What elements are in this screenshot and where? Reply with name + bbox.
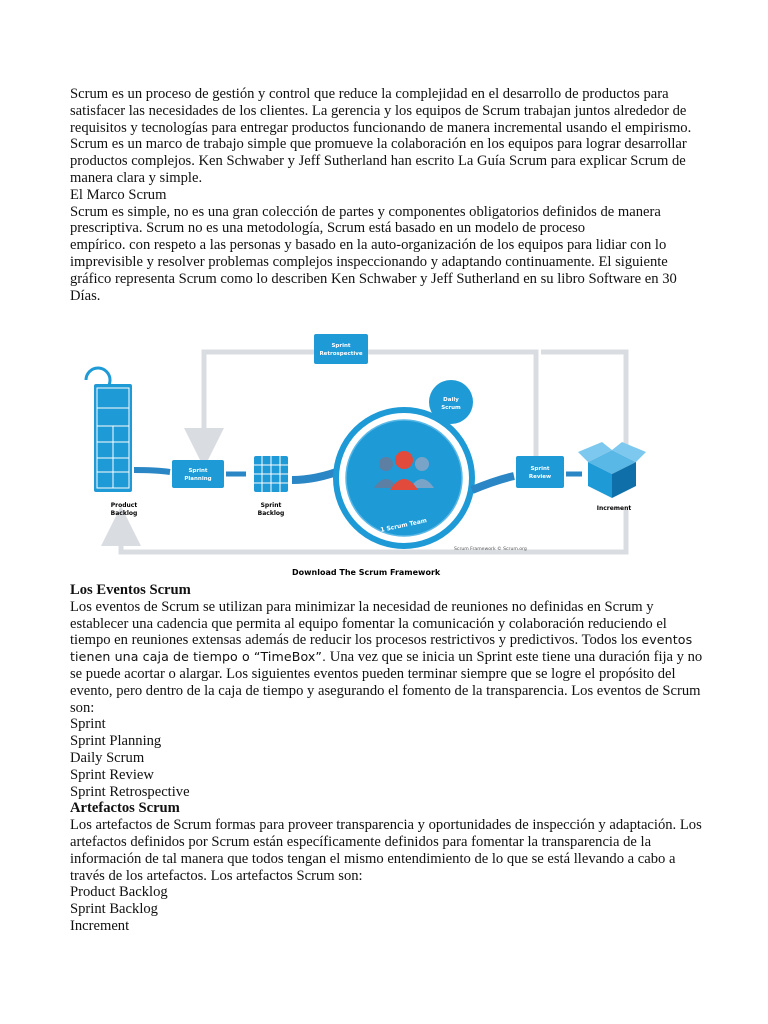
- product-backlog-icon: [86, 368, 132, 492]
- scrum-diagram-svg: [66, 330, 686, 582]
- increment-label: Increment: [596, 505, 632, 512]
- sprint-retrospective-label-1: Sprint: [331, 343, 351, 349]
- intro-section: [70, 86, 710, 304]
- daily-scrum-label-2: Scrum: [441, 405, 461, 411]
- eventos-list-item: Sprint: [70, 716, 106, 733]
- eventos-list-item: Sprint Retrospective: [70, 783, 190, 800]
- eventos-section: [70, 582, 710, 935]
- sprint-planning-box: [172, 460, 224, 488]
- sprint-backlog-label-1: Sprint: [260, 502, 282, 509]
- intro-paragraph-4: empírico. con respeto a las personas y basado en la auto-organización de los equipos para lidiar con lo imprevisible y resolver problemas complejos inspeccionando y adaptando continuamente. El siguiente gráfico representa Scrum como lo describen Ken Schwaber y Jeff Sutherland en su libro Software en 30 Días.: [70, 237, 677, 304]
- sprint-review-label-1: Sprint: [530, 466, 550, 472]
- eventos-list-item: Sprint Planning: [70, 733, 162, 750]
- artefactos-list-item: Increment: [70, 917, 130, 934]
- artefactos-list-item: Product Backlog: [70, 884, 168, 901]
- daily-scrum-label-1: Daily: [443, 397, 459, 403]
- scrum-org-copyright: Scrum Framework © Scrum.org: [454, 547, 527, 552]
- sprint-retrospective-box: [314, 334, 368, 364]
- download-caption: Download The Scrum Framework: [292, 568, 441, 577]
- flow-arrow-1: [134, 470, 170, 472]
- sprint-review-label-2: Review: [528, 474, 552, 480]
- intro-paragraph-2: Scrum es un marco de trabajo simple que promueve la colaboración en los equipos para lograr desarrollar productos complejos. Ken Schwaber y Jeff Sutherland han escrito La Guía Scrum para explicar Scrum de manera clara y simple.: [70, 136, 687, 186]
- artefactos-heading: Artefactos Scrum: [70, 800, 180, 817]
- eventos-timebox-text: eventos tienen una caja de tiempo o “TimeBox”.: [70, 632, 693, 665]
- eventos-heading: Los Eventos Scrum: [70, 582, 191, 598]
- intro-subtitle: El Marco Scrum: [70, 186, 167, 203]
- scrum-team-label: 1 Scrum Team: [379, 517, 428, 534]
- artefactos-paragraph: Los artefactos de Scrum formas para proveer transparencia y oportunidades de inspección y adaptación. Los artefactos definidos por Scrum están específicamente definidos para fomentar la transparencia de la información de tal manera que todos tengan el mismo entendimiento de lo que se está llevando a cabo a través de los artefactos. Los artefactos Scrum son:: [70, 817, 702, 884]
- intro-paragraph-3: Scrum es simple, no es una gran colección de partes y componentes obligatorios definidos de manera prescriptiva. Scrum no es una metodología, Scrum está basado en un modelo de proceso: [70, 203, 661, 237]
- scrum-framework-diagram: [66, 330, 686, 582]
- artefactos-list-item: Sprint Backlog: [70, 901, 158, 918]
- eventos-list-item: Daily Scrum: [70, 749, 145, 766]
- sprint-backlog-icon: [254, 456, 288, 492]
- flow-arrow-4: [472, 476, 514, 490]
- sprint-review-box: [516, 456, 564, 488]
- intro-paragraph-1: Scrum es un proceso de gestión y control que reduce la complejidad en el desarrollo de productos para satisfacer las necesidades de los clientes. La gerencia y los equipos de Scrum trabajan juntos alrededor de requisitos y tecnologías para entregar productos funcionando de manera incremental usando el empirismo.: [70, 86, 692, 136]
- sprint-retrospective-label-2: Retrospective: [319, 351, 363, 357]
- eventos-paragraph: [70, 599, 710, 717]
- eventos-list-item: Sprint Review: [70, 766, 154, 783]
- product-backlog-label-2: Backlog: [110, 510, 138, 517]
- sprint-planning-label-1: Sprint: [188, 468, 208, 474]
- eventos-text-b: Una vez que se inicia un Sprint este tiene una duración fija y no se puede acortar o alargar. Los siguientes eventos pueden terminar siempre que se logre el propósito del evento, pero dentro de la caja de tiempo y asegurando el fomento de la transparencia. Los eventos de Scrum son:: [70, 649, 703, 716]
- increment-box-icon: [578, 442, 646, 498]
- product-backlog-label-1: Product: [110, 502, 138, 509]
- outer-loop-arrow: [541, 352, 626, 450]
- sprint-backlog-label-2: Backlog: [257, 510, 285, 517]
- eventos-text-a: Los eventos de Scrum se utilizan para minimizar la necesidad de reuniones no definidas en Scrum y establecer una cadencia que permita al equipo fomentar la comunicación y colaboración reduciendo el tiempo en reuniones extensas además de reducir los procesos restrictivos y predictivos. Todos los: [70, 598, 667, 649]
- sprint-planning-label-2: Planning: [184, 476, 212, 482]
